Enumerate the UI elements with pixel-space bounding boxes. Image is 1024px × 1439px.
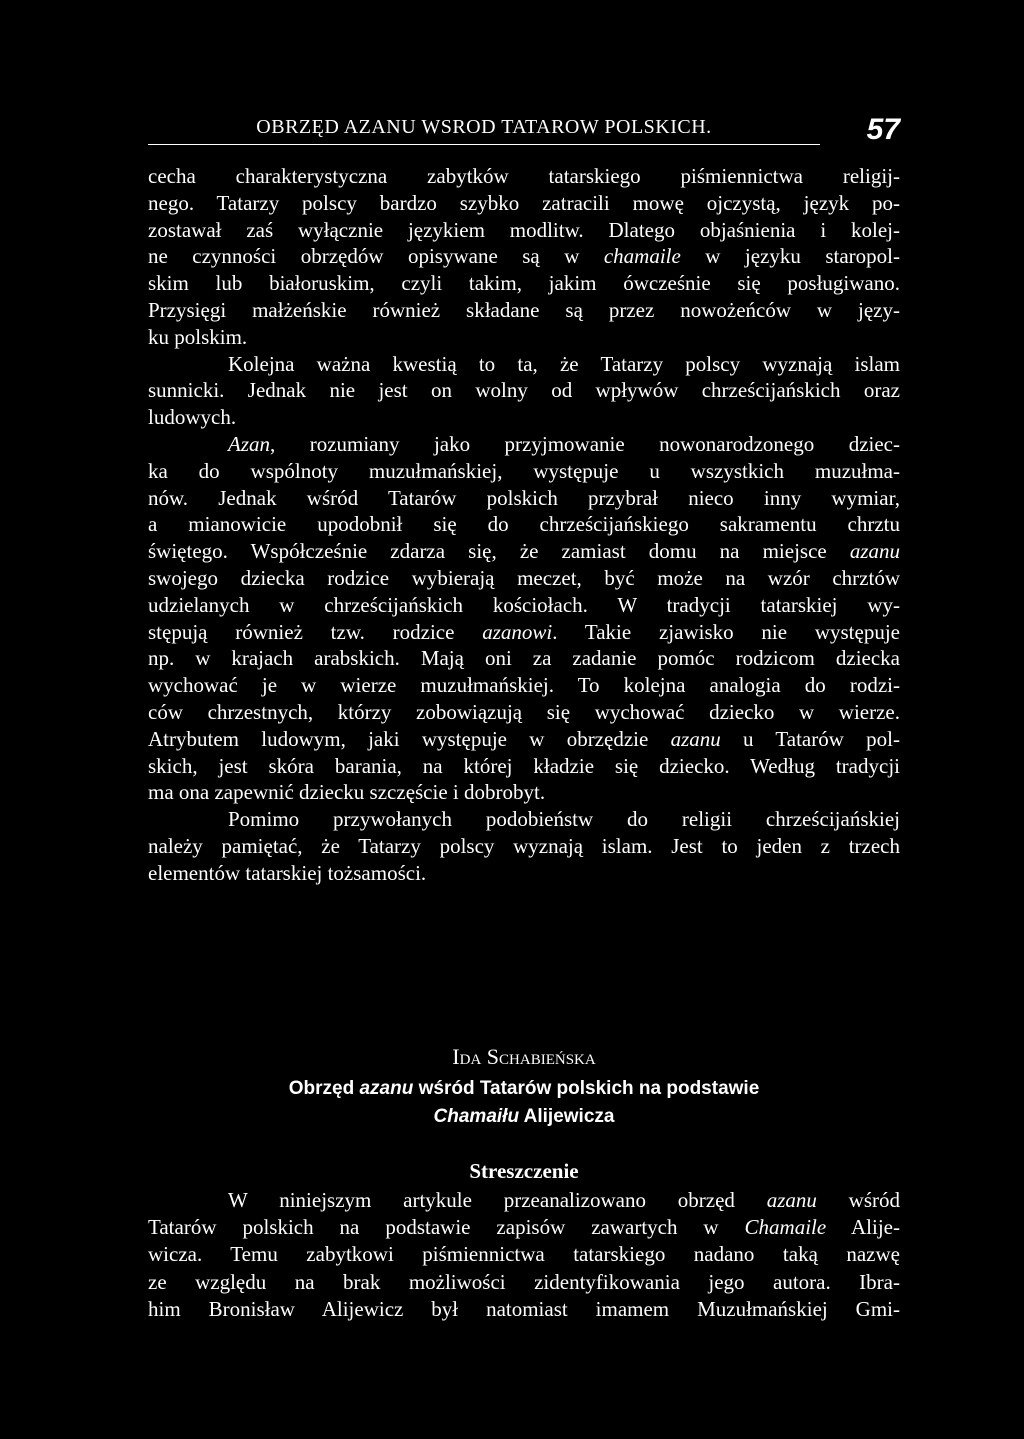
text-line: zostawał zaś wyłącznie językiem modlitw. Dlatego objaśnienia i kolej- xyxy=(148,217,900,242)
text-line: ka do wspólnoty muzułmańskiej, występuje u wszystkich muzułma- xyxy=(148,458,900,483)
text-line: sunnicki. Jednak nie jest on wolny od wpływów chrześcijańskich oraz xyxy=(148,378,900,403)
text-line: ne czynności obrzędów opisywane są w chamaile w języku staropol- xyxy=(148,244,900,269)
text-line: Pomimo przywołanych podobieństw do religii chrześcijańskiej xyxy=(228,807,900,832)
text-line: elementów tatarskiej tożsamości. xyxy=(148,860,427,885)
title-italic-text: Chamaiłu xyxy=(433,1106,520,1127)
text-line: Atrybutem ludowym, jaki występuje w obrzędzie azanu u Tatarów pol- xyxy=(148,726,901,751)
text-line: nów. Jednak wśród Tatarów polskich przybrał nieco inny wymiar, xyxy=(148,485,900,510)
text-line: świętego. Współcześnie zdarza się, że zamiast domu na miejsce azanu xyxy=(148,539,900,564)
text-line: ludowych. xyxy=(148,405,237,430)
summary-line: him Bronisław Alijewicz był natomiast imamem Muzułmańskiej Gmi- xyxy=(148,1296,900,1321)
text-line: należy pamiętać, że Tatarzy polscy wyznają islam. Jest to jeden z trzech xyxy=(148,833,900,858)
article-title-line-2 xyxy=(148,1104,900,1130)
title-text: wśród Tatarów polskich na podstawie xyxy=(413,1078,760,1099)
article-title-line-1 xyxy=(148,1076,900,1102)
body-text xyxy=(148,163,900,887)
text-line: Azan, rozumiany jako przyjmowanie nowonarodzonego dziec- xyxy=(228,431,900,456)
text-line: np. w krajach arabskich. Mają oni za zadanie pomóc rodzicom dziecka xyxy=(148,646,900,671)
text-line: nego. Tatarzy polscy bardzo szybko zatracili mowę ojczystą, język po- xyxy=(148,190,900,215)
text-line: Przysięgi małżeńskie również składane są przez nowożeńców w języ- xyxy=(148,297,900,322)
running-header xyxy=(148,110,900,150)
text-line: skich, jest skóra barania, na której kładzie się dziecko. Według tradycji xyxy=(148,753,900,778)
text-line: udzielanych w chrześcijańskich kościołach. W tradycji tatarskiej wy- xyxy=(148,592,900,617)
text-line: ku polskim. xyxy=(148,324,248,349)
text-line: ma ona zapewnić dziecku szczęście i dobrobyt. xyxy=(148,780,546,805)
text-line: wychować je w wierze muzułmańskiej. To kolejna analogia do rodzi- xyxy=(148,673,900,698)
text-line: Kolejna ważna kwestią to ta, że Tatarzy polscy wyznają islam xyxy=(228,351,900,376)
summary-line: Tatarów polskich na podstawie zapisów zawartych w Chamaile Alije- xyxy=(148,1215,900,1240)
text-line: stępują również tzw. rodzice azanowi. Takie zjawisko nie występuje xyxy=(148,619,900,644)
text-line: ców chrzestnych, którzy zobowiązują się wychować dziecko w wierze. xyxy=(148,699,900,724)
summary-line: wicza. Temu zabytkowi piśmiennictwa tatarskiego nadano taką nazwę xyxy=(148,1242,900,1267)
text-line: swojego dziecka rodzice wybierają meczet, być może na wzór chrztów xyxy=(148,565,900,590)
summary-line: ze względu na brak możliwości zidentyfikowania jego autora. Ibra- xyxy=(148,1269,900,1294)
page-number: 57 xyxy=(866,113,900,146)
summary-line: W niniejszym artykule przeanalizowano obrzęd azanu wśród xyxy=(228,1188,900,1212)
text-line: a mianowicie upodobnił się do chrześcijańskiego sakramentu chrztu xyxy=(148,512,900,537)
text-line: cecha charakterystyczna zabytków tatarskiego piśmiennictwa religij- xyxy=(148,164,900,188)
author-name: Ida Schabieńska xyxy=(452,1044,596,1069)
title-text: Obrzęd xyxy=(288,1078,360,1099)
text-line: skim lub białoruskim, czyli takim, jakim ówcześnie się posługiwano. xyxy=(148,271,900,296)
title-text: Alijewicza xyxy=(519,1106,615,1127)
summary-heading: Streszczenie xyxy=(469,1159,579,1183)
running-title: OBRZĘD AZANU WSROD TATAROW POLSKICH. xyxy=(256,116,712,138)
title-italic-text: azanu xyxy=(359,1078,414,1099)
summary-text xyxy=(148,1187,900,1323)
header-rule xyxy=(148,144,820,145)
